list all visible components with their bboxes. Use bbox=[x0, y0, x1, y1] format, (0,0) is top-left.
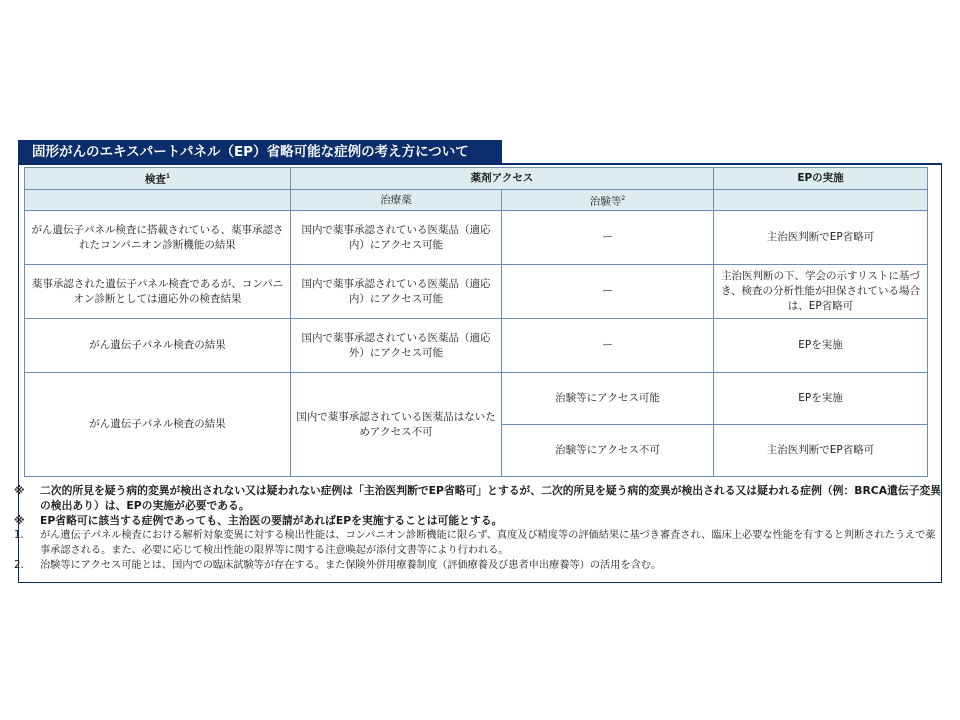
cell-ep: 主治医判断でEP省略可 bbox=[714, 211, 928, 265]
header-test: 検査$^1$ bbox=[25, 168, 291, 190]
footnote-1: 1. がん遺伝子パネル検査における解析対象変異に対する検出性能は、コンパニオン診断機能に限らず、真度及び精度等の評価結果に基づき審査され、臨床上必要な性能を有すると判断されたうえで薬事承認される。また、必要に応じて検出性能の限界等に関する注意喚起が添付文書等により行われる。 bbox=[14, 530, 936, 556]
table-row bbox=[25, 265, 928, 319]
footnotes bbox=[14, 483, 944, 573]
footnote-2: 2. 治験等にアクセス可能とは、国内での臨床試験等が存在する。また保険外併用療養制度（評価療養及び患者申出療養等）の活用を含む。 bbox=[14, 560, 662, 571]
table-row bbox=[25, 319, 928, 373]
cell-trial-access-impossible: 治験等にアクセス不可 bbox=[502, 425, 714, 477]
cell-trial: ー bbox=[502, 211, 714, 265]
section-title: 固形がんのエキスパートパネル（EP）省略可能な症例の考え方について bbox=[18, 140, 502, 164]
cell-trial-access-possible: 治験等にアクセス可能 bbox=[502, 373, 714, 425]
cell-trial: ー bbox=[502, 265, 714, 319]
header-drug-access: 薬剤アクセス bbox=[291, 168, 714, 190]
cell-test: がん遺伝子パネル検査の結果 bbox=[25, 373, 291, 477]
cell-ep: 主治医判断の下、学会の示すリストに基づき、検査の分析性能が担保されている場合は、EP省略可 bbox=[714, 265, 928, 319]
cell-test: がん遺伝子パネル検査に搭載されている、薬事承認されたコンパニオン診断機能の結果 bbox=[25, 211, 291, 265]
footnote-physician-request: ※ EP省略可に該当する症例であっても、主治医の要請があればEPを実施することは可能とする。 bbox=[14, 514, 503, 527]
cell-drug: 国内で薬事承認されている医薬品（適応内）にアクセス可能 bbox=[291, 211, 502, 265]
cell-test: 薬事承認された遺伝子パネル検査であるが、コンパニオン診断としては適応外の検査結果 bbox=[25, 265, 291, 319]
cell-drug: 国内で薬事承認されている医薬品（適応内）にアクセス可能 bbox=[291, 265, 502, 319]
cell-drug: 国内で薬事承認されている医薬品はないためアクセス不可 bbox=[291, 373, 502, 477]
cell-ep: EPを実施 bbox=[714, 319, 928, 373]
subheader-blank-test bbox=[25, 190, 291, 211]
subheader-treatment: 治療薬 bbox=[291, 190, 502, 211]
ep-omission-table bbox=[24, 167, 928, 477]
cell-ep-omittable: 主治医判断でEP省略可 bbox=[714, 425, 928, 477]
cell-test: がん遺伝子パネル検査の結果 bbox=[25, 319, 291, 373]
cell-trial: ー bbox=[502, 319, 714, 373]
table-row bbox=[25, 373, 928, 425]
cell-ep-implement: EPを実施 bbox=[714, 373, 928, 425]
table-row bbox=[25, 211, 928, 265]
subheader-blank-ep bbox=[714, 190, 928, 211]
header-ep-implementation: EPの実施 bbox=[714, 168, 928, 190]
subheader-trial: 治験等$^2$ bbox=[502, 190, 714, 211]
cell-drug: 国内で薬事承認されている医薬品（適応外）にアクセス可能 bbox=[291, 319, 502, 373]
footnote-secondary-findings: ※ 二次的所見を疑う病的変異が検出されない又は疑われない症例は「主治医判断でEP省略可」とするが、二次的所見を疑う病的変異が検出される又は疑われる症例（例：BRCA遺伝子変異の検出あり）は、EPの実施が必要である。 bbox=[14, 484, 942, 512]
